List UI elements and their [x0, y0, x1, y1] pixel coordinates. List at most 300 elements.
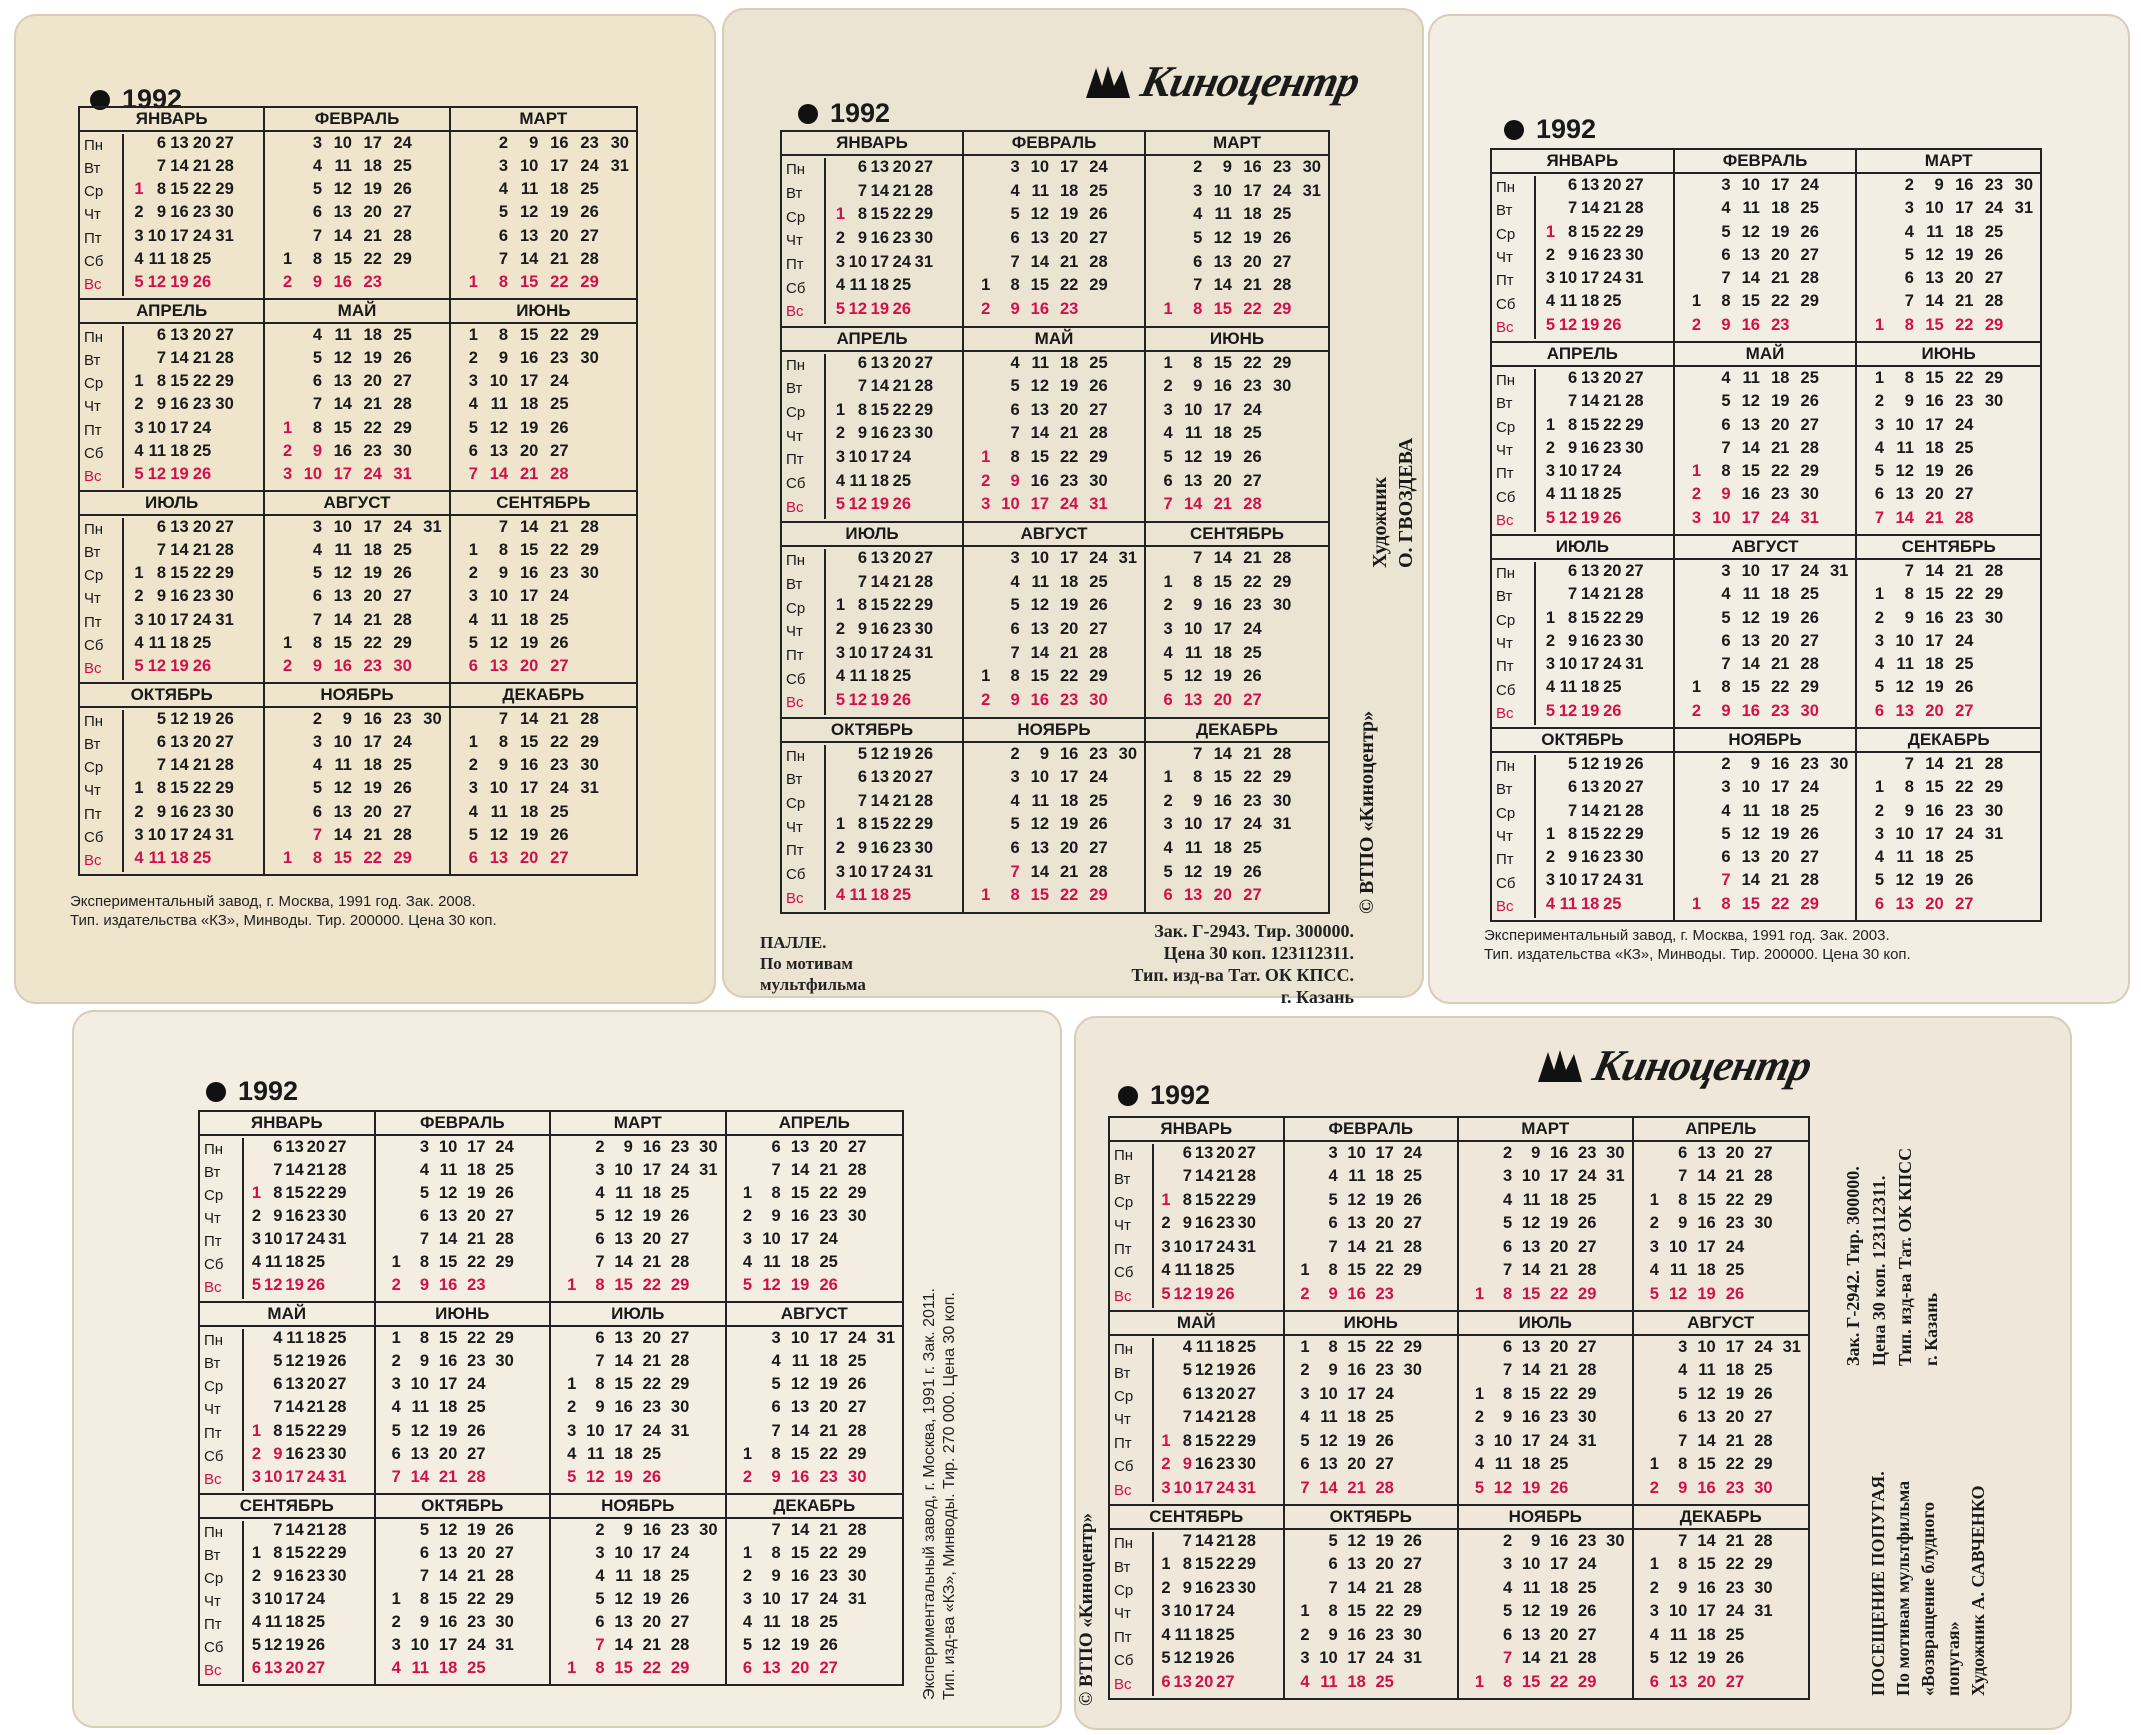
- day-cell: 18: [1059, 353, 1079, 372]
- day-cell: 8: [1502, 1384, 1513, 1403]
- day-cell: 20: [1216, 1144, 1235, 1162]
- day-cell: 4: [1474, 1455, 1485, 1474]
- day-cell: 10: [489, 779, 509, 798]
- day-cell: 19: [1955, 245, 1974, 264]
- bullet-icon: [1504, 120, 1524, 140]
- day-cell: 5: [742, 1276, 753, 1295]
- day-cell: 29: [1984, 315, 2004, 334]
- day-cell: 9: [1904, 392, 1914, 411]
- day-cell: 5: [312, 779, 323, 798]
- day-cell: 14: [1194, 1408, 1214, 1427]
- day-cell: 21: [1243, 276, 1262, 295]
- day-cell: 15: [1194, 1190, 1214, 1209]
- day-cell: 30: [328, 1444, 347, 1463]
- day-cell: 11: [1494, 1455, 1513, 1474]
- title-block: ПАЛЛЕ. По мотивам мультфильма: [760, 933, 866, 994]
- day-cell: 6: [1010, 839, 1020, 858]
- day-cell: 24: [393, 733, 412, 752]
- day-cell: 16: [870, 228, 889, 247]
- day-cell: 6: [1568, 562, 1578, 580]
- day-cell: 2: [1502, 1144, 1513, 1162]
- day-cell: 31: [1302, 181, 1321, 200]
- day-cell: 16: [1549, 1532, 1569, 1550]
- month-block: [1634, 1312, 1809, 1506]
- day-cell: 9: [1678, 1478, 1688, 1497]
- day-cell: 19: [870, 495, 889, 514]
- day-cell: 11: [1926, 222, 1944, 241]
- day-cell: 17: [363, 733, 382, 752]
- weekday-label: Сб: [1114, 1458, 1134, 1476]
- day-cell: 28: [495, 1566, 514, 1585]
- day-cell: 15: [1521, 1384, 1541, 1403]
- day-cell: 14: [1030, 252, 1049, 271]
- day-cell: 3: [134, 825, 144, 844]
- day-cell: 22: [192, 180, 212, 199]
- day-cell: 21: [1955, 755, 1974, 773]
- day-cell: 23: [1603, 245, 1622, 264]
- weekday-label: Вт: [786, 184, 803, 202]
- day-cell: 12: [586, 1467, 605, 1486]
- day-cell: 9: [342, 710, 352, 728]
- weekday-label: Пт: [1496, 465, 1514, 483]
- day-cell: 14: [438, 1566, 458, 1585]
- month-name: ОКТЯБРЬ: [1492, 729, 1673, 753]
- day-cell: 8: [1678, 1190, 1688, 1209]
- day-cell: 5: [1502, 1602, 1513, 1621]
- day-cell: 30: [1800, 701, 1819, 720]
- day-cell: 31: [670, 1421, 690, 1440]
- day-cell: 13: [790, 1398, 810, 1417]
- day-cell: 4: [771, 1352, 781, 1371]
- month-block: [1459, 1506, 1634, 1698]
- day-cell: 1: [283, 249, 293, 268]
- day-cell: 24: [467, 1635, 486, 1654]
- day-cell: 23: [1216, 1578, 1235, 1597]
- month-name: ДЕКАБРЬ: [1634, 1506, 1809, 1530]
- weekday-label: Вс: [1496, 511, 1514, 529]
- day-cell: 2: [283, 441, 293, 460]
- month-name: ЯНВАРЬ: [782, 132, 962, 156]
- day-cell: 6: [1721, 245, 1731, 264]
- day-cell: 16: [1580, 438, 1600, 457]
- day-cell: 12: [1347, 1190, 1366, 1209]
- day-cell: 6: [1163, 471, 1173, 490]
- day-cell: 16: [790, 1467, 810, 1486]
- day-cell: 2: [1649, 1478, 1659, 1497]
- day-cell: 22: [306, 1543, 326, 1562]
- day-cell: 18: [1347, 1408, 1366, 1427]
- day-cell: 14: [285, 1161, 304, 1180]
- day-cell: 10: [264, 1467, 283, 1486]
- weekday-label: Пн: [1496, 758, 1516, 776]
- month-name: ФЕВРАЛЬ: [376, 1112, 550, 1136]
- month-block: [551, 1303, 727, 1494]
- day-cell: 17: [1580, 871, 1600, 890]
- day-cell: 21: [892, 377, 911, 396]
- weekday-label: Пн: [84, 329, 104, 347]
- day-cell: 8: [498, 541, 509, 560]
- day-cell: 8: [273, 1421, 283, 1440]
- day-cell: 9: [1328, 1361, 1338, 1380]
- day-cell: 10: [519, 157, 539, 176]
- day-cell: 17: [1194, 1478, 1214, 1497]
- day-cell: 21: [892, 572, 911, 591]
- day-cell: 8: [156, 372, 167, 391]
- day-cell: 22: [1603, 608, 1622, 627]
- day-cell: 30: [914, 424, 933, 443]
- day-cell: 5: [1193, 228, 1203, 247]
- day-cell: 3: [134, 418, 144, 437]
- day-cell: 19: [1697, 1284, 1716, 1303]
- day-cell: 1: [835, 205, 845, 224]
- day-cell: 27: [848, 1398, 867, 1417]
- weekday-label: Пт: [204, 1424, 222, 1442]
- month-block: [1675, 150, 1858, 343]
- day-cell: 2: [1163, 596, 1173, 615]
- day-cell: 15: [333, 848, 352, 867]
- day-cell: 14: [519, 249, 539, 268]
- month-name: МАРТ: [1146, 132, 1328, 156]
- day-cell: 11: [615, 1566, 633, 1585]
- day-cell: 13: [1895, 894, 1914, 913]
- day-cell: 3: [391, 1635, 401, 1654]
- day-cell: 19: [170, 272, 189, 291]
- day-cell: 14: [1347, 1237, 1366, 1256]
- day-cell: 22: [1216, 1431, 1235, 1450]
- day-cell: 13: [870, 768, 889, 787]
- day-cell: 16: [1771, 755, 1790, 773]
- day-cell: 12: [1558, 701, 1578, 720]
- artist-vertical: Художник О. ГВОЗДЕВА: [1369, 437, 1417, 568]
- day-cell: 24: [1725, 1602, 1745, 1621]
- day-cell: 12: [1580, 755, 1600, 773]
- day-cell: 17: [1549, 1555, 1569, 1574]
- day-cell: 13: [1030, 228, 1049, 247]
- day-cell: 18: [1580, 292, 1600, 311]
- day-cell: 6: [595, 1230, 605, 1249]
- day-cell: 2: [1691, 485, 1702, 504]
- day-cell: 10: [848, 448, 867, 467]
- year-label: 1992: [90, 84, 182, 115]
- day-cell: 21: [1603, 801, 1622, 820]
- day-cell: 16: [1194, 1578, 1214, 1597]
- day-cell: 28: [848, 1421, 867, 1440]
- day-cell: 10: [489, 587, 509, 606]
- day-cell: 9: [156, 395, 167, 414]
- day-cell: 26: [848, 1375, 867, 1394]
- day-cell: 15: [1030, 448, 1049, 467]
- day-cell: 19: [790, 1635, 810, 1654]
- day-cell: 15: [1030, 886, 1049, 905]
- day-cell: 20: [192, 733, 212, 752]
- day-cell: 3: [1874, 415, 1885, 434]
- day-cell: 20: [192, 134, 212, 152]
- day-cell: 25: [1725, 1625, 1745, 1644]
- day-cell: 12: [438, 1184, 458, 1203]
- day-cell: 15: [1697, 1455, 1716, 1474]
- day-cell: 15: [333, 249, 352, 268]
- day-cell: 3: [1721, 562, 1731, 580]
- weekday-label: Чт: [84, 782, 101, 800]
- day-cell: 15: [790, 1543, 810, 1562]
- day-cell: 6: [771, 1398, 781, 1417]
- day-cell: 10: [1173, 1602, 1192, 1621]
- day-cell: 25: [467, 1658, 486, 1677]
- day-cell: 20: [467, 1543, 486, 1562]
- day-cell: 14: [1213, 744, 1232, 763]
- day-cell: 13: [870, 353, 889, 372]
- weekday-label: Вт: [204, 1164, 221, 1182]
- day-cell: 17: [1925, 824, 1944, 843]
- day-cell: 1: [1545, 824, 1556, 843]
- day-cell: 17: [1194, 1602, 1214, 1621]
- day-cell: 3: [1649, 1602, 1659, 1621]
- day-cell: 15: [1697, 1555, 1716, 1574]
- day-cell: 11: [1559, 894, 1578, 913]
- day-cell: 19: [438, 1421, 458, 1440]
- day-cell: 28: [215, 349, 234, 368]
- day-cell: 28: [670, 1253, 690, 1272]
- weekday-label: Ср: [1496, 418, 1516, 436]
- day-cell: 20: [1194, 1672, 1214, 1691]
- day-cell: 14: [790, 1161, 810, 1180]
- month-name: АПРЕЛЬ: [1634, 1118, 1809, 1142]
- day-cell: 15: [790, 1184, 810, 1203]
- day-cell: 6: [1678, 1408, 1688, 1427]
- day-cell: 15: [1925, 585, 1944, 604]
- day-cell: 6: [1010, 619, 1020, 638]
- day-cell: 16: [870, 424, 889, 443]
- day-cell: 14: [1319, 1478, 1338, 1497]
- day-cell: 18: [1375, 1167, 1394, 1186]
- day-cell: 15: [333, 418, 352, 437]
- day-cell: 30: [1606, 1144, 1625, 1162]
- day-cell: 12: [1925, 245, 1944, 264]
- day-cell: 2: [742, 1207, 753, 1226]
- day-cell: 6: [468, 441, 478, 460]
- day-cell: 13: [519, 226, 539, 245]
- day-cell: 27: [848, 1138, 867, 1156]
- day-cell: 22: [363, 848, 382, 867]
- day-cell: 29: [1625, 608, 1644, 627]
- day-cell: 8: [156, 564, 167, 583]
- day-cell: 19: [1549, 1602, 1569, 1621]
- day-cell: 22: [192, 779, 212, 798]
- day-cell: 27: [215, 326, 234, 344]
- day-cell: 14: [1741, 438, 1760, 457]
- weekday-labels: [1110, 1532, 1154, 1696]
- day-cell: 2: [742, 1467, 753, 1486]
- day-cell: 9: [156, 587, 167, 606]
- day-cell: 19: [1213, 448, 1232, 467]
- day-cell: 20: [1603, 176, 1622, 194]
- day-cell: 3: [1300, 1649, 1310, 1668]
- day-cell: 14: [285, 1398, 304, 1417]
- day-cell: 11: [1214, 205, 1232, 224]
- day-cell: 17: [614, 1421, 633, 1440]
- day-cell: 19: [892, 744, 911, 763]
- day-cell: 17: [285, 1467, 304, 1486]
- day-cell: 6: [1300, 1455, 1310, 1474]
- day-cell: 23: [550, 564, 569, 583]
- day-cell: 20: [1603, 369, 1622, 387]
- day-cell: 2: [1163, 377, 1173, 396]
- day-cell: 2: [1874, 608, 1885, 627]
- day-cell: 14: [170, 541, 189, 560]
- day-cell: 2: [981, 690, 991, 709]
- day-cell: 20: [285, 1658, 304, 1677]
- day-cell: 20: [192, 326, 212, 344]
- leaf-logo-icon: [1534, 1046, 1586, 1086]
- day-cell: 11: [490, 610, 509, 629]
- day-cell: 4: [312, 326, 323, 344]
- day-cell: 16: [1580, 631, 1600, 650]
- month-name: ДЕКАБРЬ: [727, 1495, 903, 1519]
- day-cell: 6: [1163, 886, 1173, 905]
- day-cell: 5: [1874, 678, 1885, 697]
- day-cell: 24: [1059, 495, 1079, 514]
- day-cell: 29: [215, 372, 234, 391]
- day-cell: 19: [1213, 667, 1232, 686]
- day-cell: 19: [1059, 377, 1079, 396]
- day-cell: 8: [1678, 1455, 1688, 1474]
- day-cell: 28: [1237, 1167, 1256, 1186]
- day-cell: 2: [981, 471, 991, 490]
- day-cell: 25: [1375, 1408, 1394, 1427]
- day-cell: 15: [1347, 1261, 1366, 1280]
- day-cell: 12: [1173, 1284, 1192, 1303]
- day-cell: 17: [1549, 1167, 1569, 1186]
- day-cell: 4: [134, 249, 144, 268]
- day-cell: 3: [283, 464, 293, 483]
- day-cell: 18: [438, 1658, 458, 1677]
- day-cell: 14: [1741, 269, 1760, 288]
- day-cell: 18: [870, 886, 889, 905]
- day-cell: 9: [419, 1352, 429, 1371]
- weekday-label: Вс: [84, 659, 102, 677]
- day-cell: 4: [251, 1612, 262, 1631]
- day-cell: 20: [1059, 400, 1079, 419]
- month-block: [265, 300, 450, 492]
- day-cell: 1: [835, 815, 845, 834]
- month-name: АВГУСТ: [1675, 536, 1856, 560]
- day-cell: 18: [363, 326, 382, 344]
- month-block: [80, 492, 265, 684]
- year-label: 1992: [798, 98, 890, 129]
- day-cell: 26: [1089, 205, 1108, 224]
- day-cell: 25: [328, 1329, 347, 1348]
- day-cell: 6: [1328, 1214, 1338, 1233]
- day-cell: 3: [1691, 508, 1702, 527]
- day-cell: 28: [914, 791, 933, 810]
- month-block: [1492, 536, 1675, 729]
- weekday-label: Вт: [786, 575, 803, 593]
- day-cell: 25: [1089, 572, 1108, 591]
- weekday-label: Сб: [1496, 488, 1516, 506]
- day-cell: 7: [1721, 655, 1731, 674]
- day-cell: 10: [586, 1421, 605, 1440]
- day-cell: 11: [1184, 424, 1203, 443]
- day-cell: 5: [1163, 448, 1173, 467]
- day-cell: 1: [1649, 1455, 1659, 1474]
- day-cell: 7: [1328, 1237, 1338, 1256]
- day-cell: 21: [1955, 562, 1974, 580]
- day-cell: 24: [642, 1421, 661, 1440]
- day-cell: 9: [312, 656, 323, 675]
- day-cell: 25: [467, 1398, 486, 1417]
- weekday-label: Пт: [1496, 272, 1514, 290]
- day-cell: 19: [285, 1635, 304, 1654]
- day-cell: 1: [1691, 894, 1702, 913]
- day-cell: 10: [762, 1589, 781, 1608]
- day-cell: 29: [1754, 1190, 1773, 1209]
- day-cell: 4: [1328, 1167, 1338, 1186]
- day-cell: 22: [1603, 222, 1622, 241]
- day-cell: 19: [1375, 1190, 1394, 1209]
- day-cell: 2: [468, 756, 478, 775]
- day-cell: 25: [1800, 199, 1819, 218]
- day-cell: 8: [1193, 299, 1203, 318]
- day-cell: 18: [1925, 655, 1944, 674]
- day-cell: 17: [363, 134, 382, 152]
- day-cell: 10: [1173, 1237, 1192, 1256]
- day-cell: 1: [283, 418, 293, 437]
- weekday-label: Пн: [1496, 565, 1516, 583]
- day-cell: 6: [312, 203, 323, 222]
- day-cell: 10: [1521, 1555, 1541, 1574]
- day-cell: 29: [1625, 222, 1644, 241]
- day-cell: 9: [312, 272, 323, 291]
- day-cell: 21: [1375, 1578, 1394, 1597]
- day-cell: 25: [1955, 438, 1974, 457]
- day-cell: 21: [1603, 585, 1622, 604]
- day-cell: 30: [580, 564, 599, 583]
- day-cell: 9: [1568, 438, 1578, 457]
- day-cell: 17: [363, 518, 382, 536]
- day-cell: 29: [848, 1184, 867, 1203]
- weekday-labels: [1492, 176, 1536, 339]
- day-cell: 1: [468, 733, 478, 752]
- day-cell: 17: [1771, 778, 1790, 797]
- weekday-label: Пн: [786, 552, 806, 570]
- day-cell: 1: [251, 1421, 262, 1440]
- day-cell: 23: [1725, 1578, 1745, 1597]
- day-cell: 1: [468, 541, 478, 560]
- day-cell: 24: [1089, 158, 1108, 176]
- day-cell: 24: [892, 448, 911, 467]
- day-cell: 16: [642, 1520, 661, 1539]
- day-cell: 15: [519, 541, 539, 560]
- day-cell: 10: [1030, 549, 1049, 567]
- day-cell: 21: [1347, 1478, 1366, 1497]
- day-cell: 5: [1568, 755, 1578, 773]
- day-cell: 27: [393, 372, 412, 391]
- weekday-label: Вт: [1114, 1170, 1131, 1188]
- day-cell: 26: [192, 464, 212, 483]
- day-cell: 9: [529, 134, 539, 152]
- day-cell: 16: [550, 134, 569, 152]
- day-cell: 4: [251, 1253, 262, 1272]
- month-name: ИЮНЬ: [1857, 343, 2040, 367]
- day-cell: 19: [790, 1276, 810, 1295]
- day-cell: 17: [1059, 158, 1079, 176]
- day-cell: 5: [312, 564, 323, 583]
- weekday-label: Вт: [1114, 1364, 1131, 1382]
- day-cell: 21: [1059, 862, 1079, 881]
- day-cell: 11: [520, 180, 539, 199]
- weekday-label: Вт: [1496, 202, 1513, 220]
- day-cell: 21: [892, 791, 911, 810]
